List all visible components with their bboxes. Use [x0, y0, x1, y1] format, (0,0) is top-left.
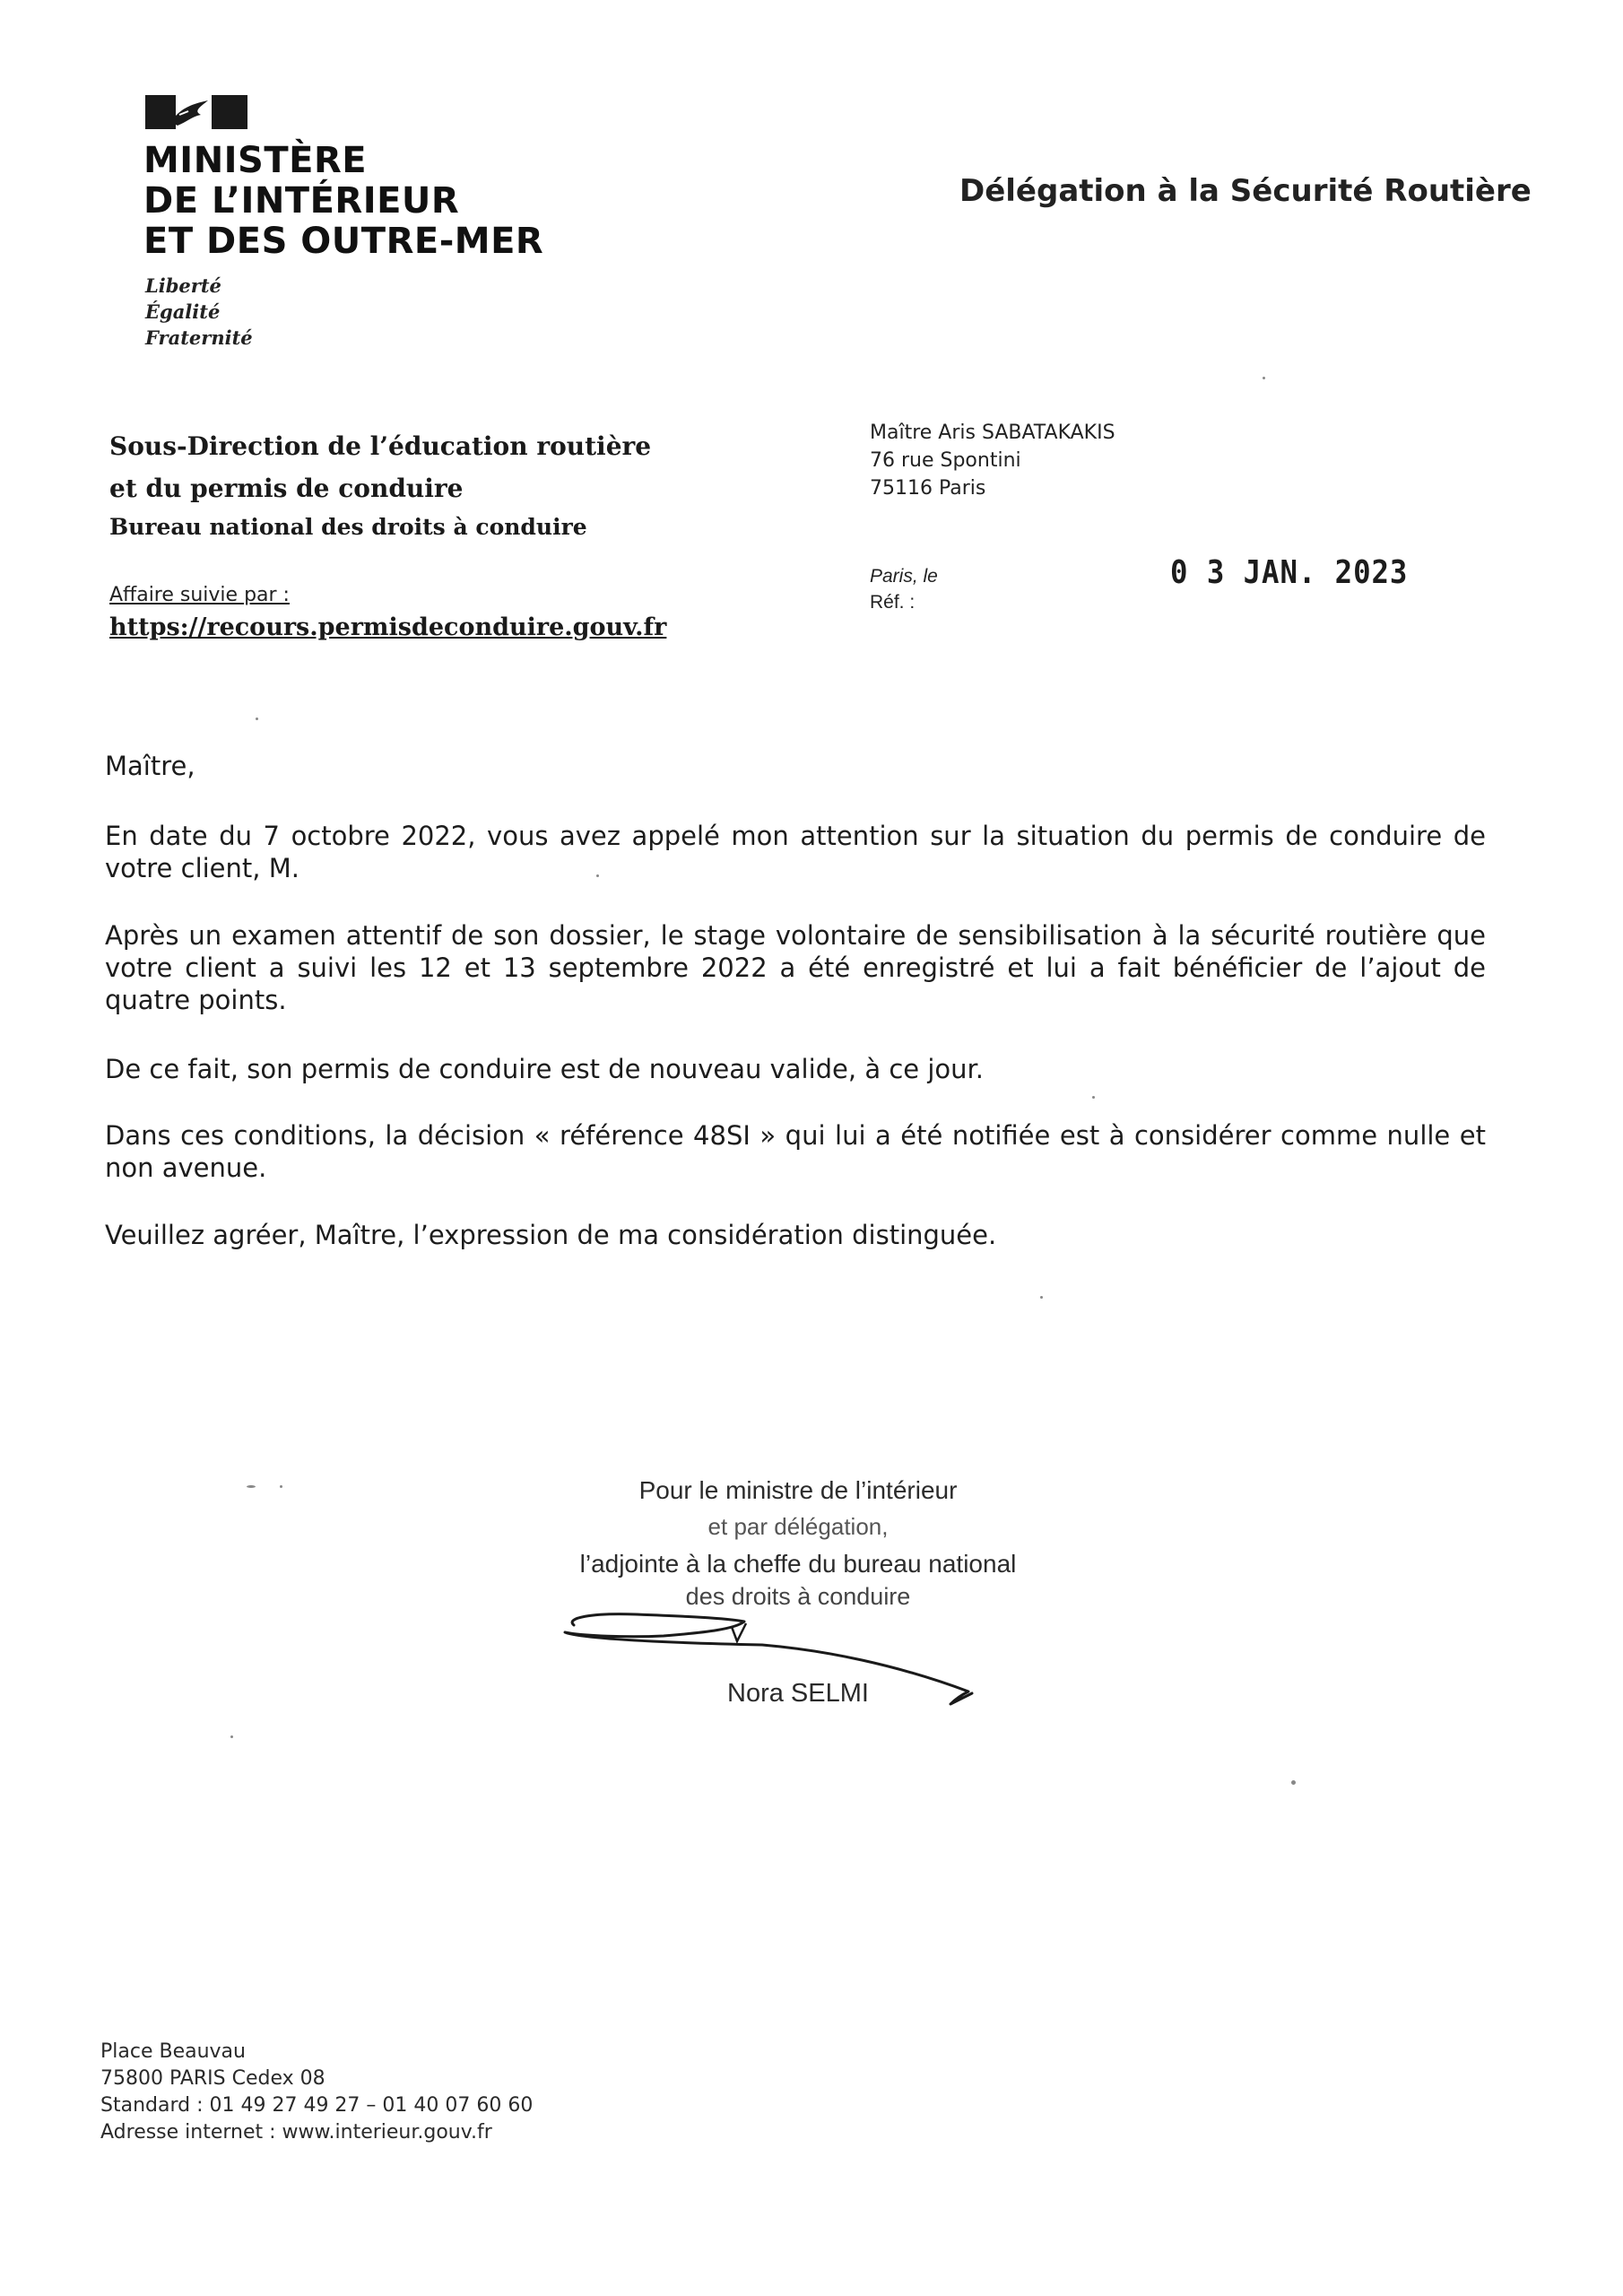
ministry-line: MINISTÈRE: [143, 140, 368, 181]
footer-line: Place Beauvau: [100, 2040, 246, 2063]
motto-line: Fraternité: [145, 326, 253, 349]
motto-line: Liberté: [145, 274, 221, 297]
signature-line: l’adjointe à la cheffe du bureau national: [579, 1550, 1017, 1578]
place-label: Paris, le: [870, 566, 938, 587]
marianne-logo-icon: [145, 95, 247, 129]
scan-speck: [1291, 1780, 1296, 1785]
recipient-street: 76 rue Spontini: [870, 449, 1021, 472]
scan-speck: [230, 1735, 233, 1738]
salutation: Maître,: [105, 751, 195, 781]
service-line: et du permis de conduire: [109, 474, 464, 503]
reference-label: Réf. :: [870, 592, 916, 613]
motto-line: Égalité: [145, 300, 221, 323]
ministry-line: DE L’INTÉRIEUR: [143, 180, 460, 222]
scan-speck: [596, 874, 599, 877]
scan-speck: [247, 1485, 256, 1488]
ministry-name: [143, 141, 543, 262]
recipient-city: 75116 Paris: [870, 477, 986, 500]
delegation-title: Délégation à la Sécurité Routière: [959, 173, 1532, 209]
scan-speck: [256, 718, 258, 720]
signature-line: des droits à conduire: [685, 1583, 911, 1610]
signature-line: Pour le ministre de l’intérieur: [638, 1476, 958, 1504]
recipient-name: Maître Aris SABATAKAKIS: [870, 422, 1115, 444]
service-bureau: Bureau national des droits à conduire: [109, 514, 587, 540]
recours-link[interactable]: https://recours.permisdeconduire.gouv.fr: [109, 613, 667, 641]
scan-speck: [1263, 377, 1265, 379]
footer-website: Adresse internet : www.interieur.gouv.fr: [100, 2121, 492, 2144]
scan-speck: [1092, 1096, 1095, 1099]
service-block: [109, 425, 651, 545]
closing-paragraph: Veuillez agréer, Maître, l’expression de ma considération distinguée.: [105, 1220, 997, 1250]
body-paragraph: De ce fait, son permis de conduire est de nouveau valide, à ce jour.: [105, 1054, 984, 1084]
scan-speck: [1040, 1296, 1043, 1299]
recipient-address: [870, 419, 1115, 502]
footer-address: [100, 2039, 533, 2146]
signature-line: et par délégation,: [707, 1513, 889, 1540]
body-paragraph: Dans ces conditions, la décision « référence 48SI » qui lui a été notifiée est à considérer comme nulle et non avenue.: [105, 1120, 1486, 1183]
republic-motto: [145, 273, 253, 351]
date-stamp: 0 3 JAN. 2023: [1170, 554, 1409, 591]
body-paragraph: Après un examen attentif de son dossier, le stage volontaire de sensibilisation à la sécurité routière que votre client a suivi les 12 et 13 septembre 2022 a été enregistré et lui a fait bénéficier de l’ajout de quatre points.: [105, 920, 1486, 1015]
scan-speck: [280, 1485, 282, 1488]
signatory-name: Nora SELMI: [727, 1679, 869, 1708]
affaire-label: Affaire suivie par :: [109, 584, 290, 606]
ministry-line: ET DES OUTRE-MER: [143, 221, 544, 262]
body-paragraph: En date du 7 octobre 2022, vous avez appelé mon attention sur la situation du permis de conduire de votre client, M.: [105, 821, 1486, 883]
footer-phone: Standard : 01 49 27 49 27 – 01 40 07 60 60: [100, 2094, 534, 2117]
footer-line: 75800 PARIS Cedex 08: [100, 2067, 325, 2090]
service-line: Sous-Direction de l’éducation routière: [109, 431, 652, 461]
